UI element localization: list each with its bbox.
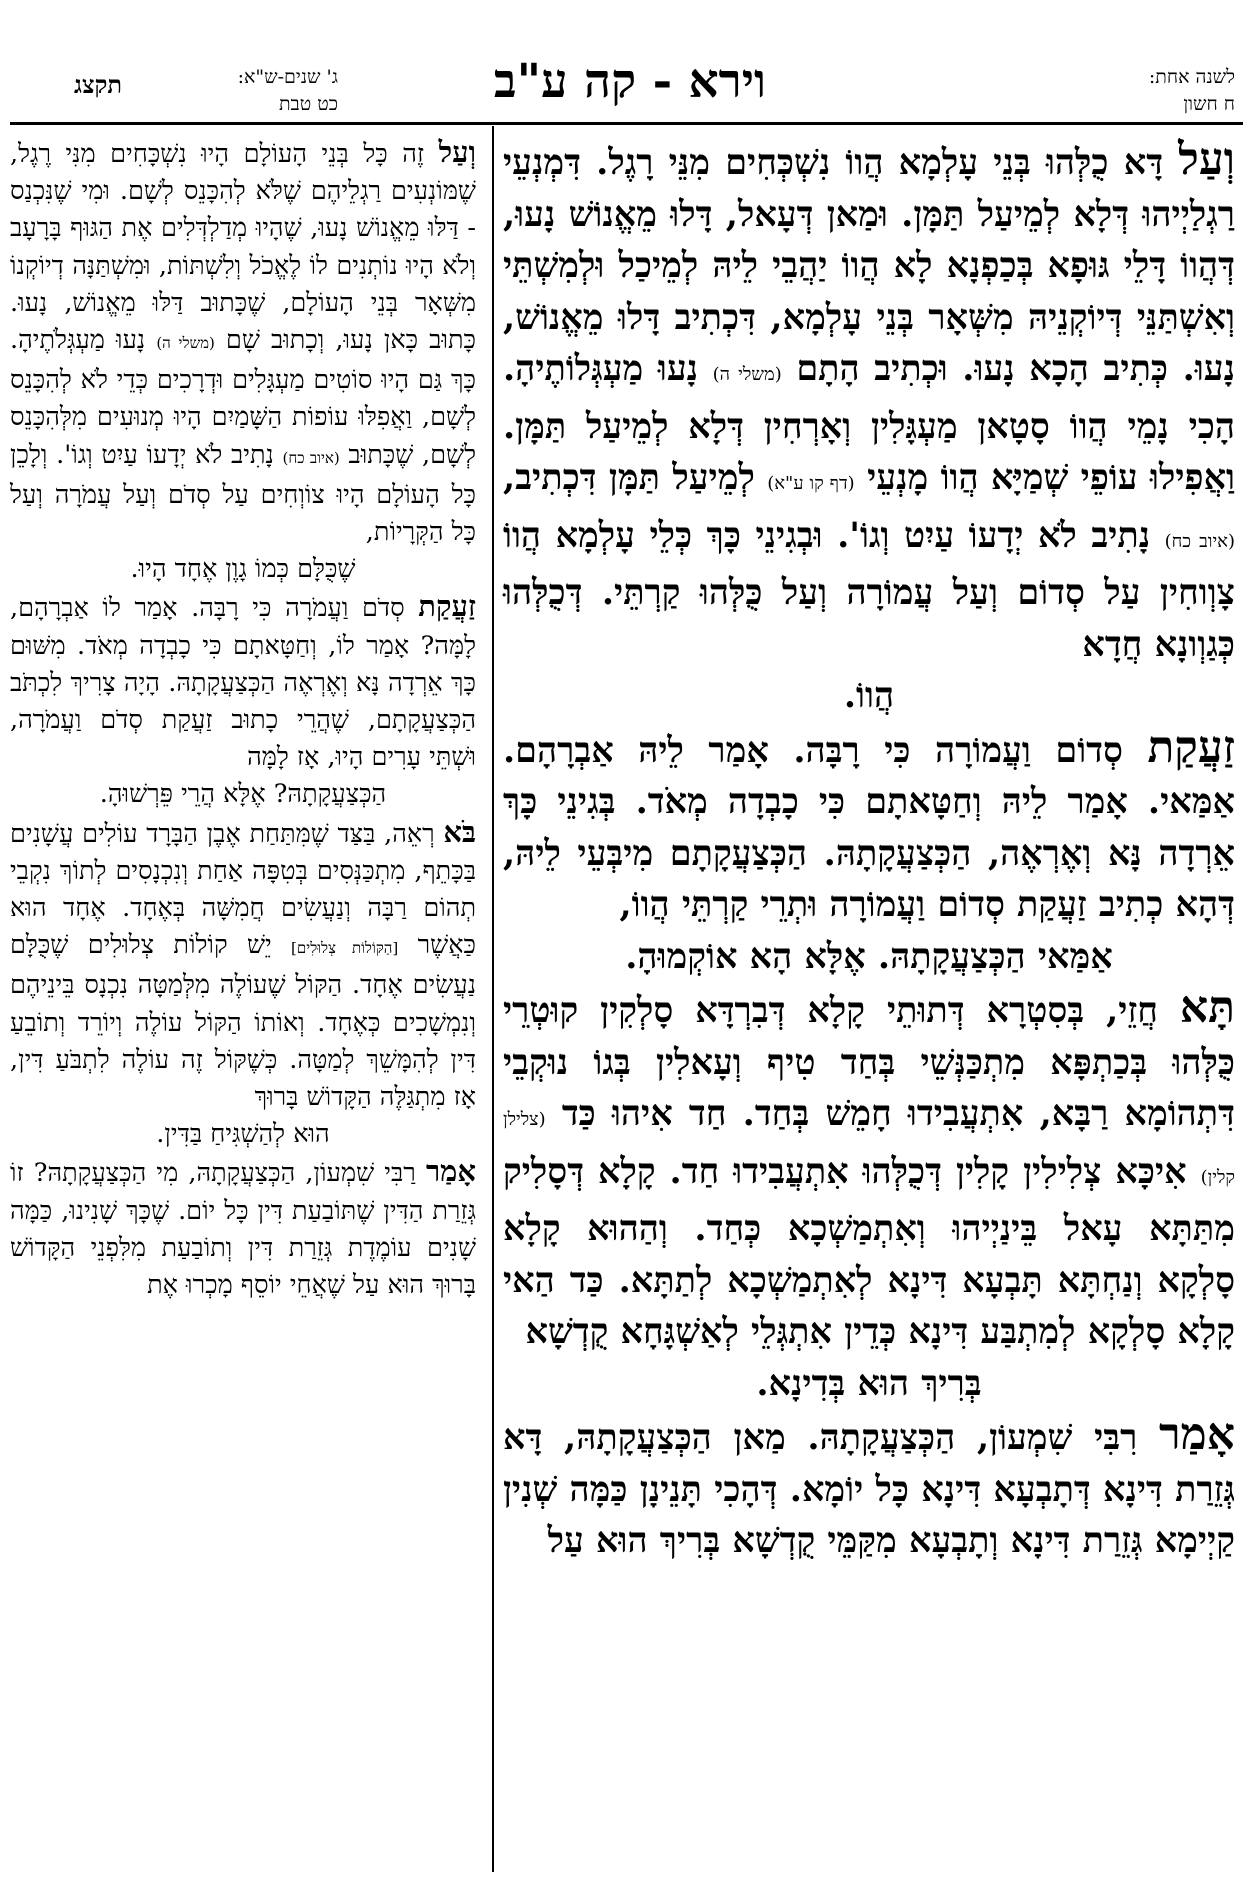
header-schedule-three-years — [128, 64, 338, 118]
text-run: אִיכָּא צְלִילִין קָלִין דְּכֻלְּהוּ אִתְעֲבִידוּ חַד. קָלָא דְּסָלִיק מִתַּתָּא עָאל בֵּינַיְיהוּ וְאִתְמַשְׁכָא כְּחַד. וְהַהוּא קָלָא סָלְקָא וְנַחְתָּא תָּבְעָא דִּינָא לְאִתְמַשְׁכָא לְתַתָּא. כַּד הַאי קָלָא סָלְקָא לְמִתְבַּע דִּינָא כְּדֵין אִתְגְּלֵי לְאַשְׁגָּחָא קֻדְשָׁא — [503, 1150, 1235, 1352]
opening-word: זַעֲקַת — [1147, 721, 1235, 773]
source-reference: (איוב כח) — [1164, 530, 1235, 552]
text-run: רְאֵה, בַּצַּד שֶׁמִּתַּחַת אֶבֶן הַבָּרָד עוֹלִים עֲשָׁנִים בַּכָּתֵף, מִתְכַּנְּסִים בְּטִפָּה אַחַת וְנִכְנָסִים לְתוֹךְ נִקְבֵי תְהוֹם רַבָּה וְנַעֲשִׂים חֲמִשָּׁה בְּאֶחָד. אֶחָד הוּא כַּאֲשֶׁר — [10, 818, 476, 961]
source-reference: (צלילן קלין) — [503, 1109, 1235, 1188]
page-title: וירא - קה ע"ב — [493, 54, 767, 109]
source-reference: [הַקּוֹלוֹת צְלוּלִים] — [291, 939, 399, 958]
source-reference: (משלי ה) — [712, 364, 782, 385]
main-paragraph-4 — [503, 1409, 1235, 1567]
paragraph-end-line: שֶׁכֻּלָּם כְּמוֹ גָוֶן אֶחָד הָיוּ. — [130, 554, 356, 585]
opening-word: וְעַל — [1178, 134, 1235, 185]
main-paragraph-1 — [503, 134, 1235, 722]
header-schedule-one-year — [1015, 64, 1235, 118]
header-left-line2: כט טבת — [278, 93, 338, 115]
paragraph-end-line: הֲווֹ. — [843, 675, 895, 716]
source-reference: (דף קו ע"א) — [767, 473, 855, 494]
translation-paragraph-2 — [10, 588, 476, 813]
paragraph-end-line: הַכְּצַעֲקָתָהּ? אֶלָּא הֲרֵי פֵּרְשׁוּהָ. — [99, 779, 387, 810]
text-run: לְמֵיעַל תַּמָּן דִּכְתִיב, — [503, 457, 768, 498]
text-run: חֲזֵי, בְּסִטְרָא דְּתוּתֵי קָלָא דְּבִרְדָּא סָלְקִין קוּטְרֵי כֻּלְּהוּ בְּכַתְפָּא מִתְכַּנְּשֵׁי בְּחַד טִיף וְעָאלִין בְּגוֹ נוּקְבֵי דִּתְהוֹמָא רַבָּא, אִתְעֲבִידוּ חָמֵשׁ בְּחַד. חַד אִיהוּ כַּד — [503, 990, 1235, 1134]
source-reference: (איוב כח) — [282, 448, 340, 467]
text-run: סְדוֹם וַעֲמוֹרָה כִּי רָבָּה. אָמַר לֵיהּ אַבְרָהָם. אַמַּאי. אָמַר לֵיהּ וְחַטָּאתָם כִּי כָבְדָה מְאֹד. בְּגִינֵי כָּךְ אֵרְדָה נָּא וְאֶרְאֶה, הַכְּצַעֲקָתָהּ. הַכְּצַעֲקָתָם מִיבְּעֵי לֵיהּ, דְּהָא כְתִיב זַעֲקַת סְדוֹם וַעֲמוֹרָה וּתְרֵי קַרְתֵּי הֲווֹ, — [503, 729, 1235, 925]
main-paragraph-2 — [503, 722, 1235, 983]
text-run: רִבִּי שִׁמְעוֹן, הַכְּצַעֲקָתָהּ. מַאן הַכְּצַעֲקָתָהּ, דָּא גְּזֵרַת דִּינָא דְּתָבְעָא דִּינָא כָּל יוֹמָא. דְּהָכִי תָּנֵינָן כַּמָּה שְׁנִין קַיְימָא גְּזֵרַת דִּינָא וְתָבְעָא מִקַּמֵּי קֻדְשָׁא בְּרִיךְ הוּא עַל — [503, 1417, 1235, 1561]
opening-word: וְעַל — [438, 135, 476, 169]
paragraph-end-line: אַמַּאי הַכְּצַעֲקָתָהּ. אֶלָּא הָא אוֹקְמוּהָ. — [625, 935, 1113, 977]
source-reference: (משלי ה) — [156, 334, 215, 353]
opening-word: תָּא — [1179, 982, 1235, 1033]
opening-word: אָמַר — [1159, 1409, 1235, 1460]
text-run: סְדֹם וַעֲמֹרָה כִּי רָבָּה. אָמַר לוֹ אַבְרָהָם, לָמָּה? אָמַר לוֹ, וְחַטָּאתָם כִּי כָבְדָה מְאֹד. מִשּׁוּם כָּךְ אֵרְדָה נָּא וְאֶרְאֶה הַכְּצַעֲקָתָהּ. הָיָה צָרִיךְ לִכְתֹּב הַכְּצַעֲקָתָם, שֶׁהֲרֵי כָתוּב זַעֲקַת סְדֹם וַעֲמֹרָה, וּשְׁתֵּי עָרִים הָיוּ, אָז לָמָּה — [10, 593, 476, 773]
header-left-line1: ג' שנים-ש"א: — [237, 66, 338, 88]
page-number: תקצג — [74, 70, 122, 99]
column-divider — [492, 126, 494, 1872]
text-run: נָעוּ מַעְגְּלוֹתֶיהָ. הָכִי נָמֵי הֲווֹ סָטָאן מַעְגָּלִין וְאָרְחִין דְּלָא לְמֵיעַל תַּמָּן. וַאֲפִילוּ עוֹפֵי שְׁמַיָּא הֲווֹ מָנְעֵי — [503, 348, 1235, 498]
opening-word: בֹּא — [443, 814, 476, 849]
main-paragraph-3 — [503, 982, 1235, 1409]
header-right-line1: לשנה אחת: — [1148, 66, 1235, 88]
text-run: יֵשׁ קוֹלוֹת צְלוּלִים שֶׁכֻּלָּם נַעֲשִׂים אֶחָד. הַקּוֹל שֶׁעוֹלֶה מִלְּמַטָּה נִכְנָס בֵּינֵיהֶם וְנִמְשָׁכִים כְּאֶחָד. וְאוֹתוֹ הַקּוֹל עוֹלֶה וְיוֹרֵד וְתוֹבֵעַ דִּין לְהִמָּשֵׁךְ לְמַטָּה. כְּשֶׁקּוֹל זֶה עוֹלֶה לִתְבֹּעַ דִּין, אָז מִתְגַּלֶּה הַקָּדוֹשׁ בָּרוּךְ — [10, 930, 476, 1113]
text-run: זֶה כָּל בְּנֵי הָעוֹלָם הָיוּ נִשְׁכָּחִים מִנִּי רֶגֶל, שֶׁמּוֹנְעִים רַגְלֵיהֶם שֶׁלֹּא לְהִכָּנֵס לְשָׁם. וּמִי שֶׁנִּכְנַס - דַּלּוּ מֵאֱנוֹשׁ נָעוּ, שֶׁהָיוּ מְדַלְדְּלִים אֶת הַגּוּף בָּרָעָב וְלֹא הָיוּ נוֹתְנִים לוֹ לֶאֱכֹל וְלִשְׁתּוֹת, וּמִשְׁתַּנָּה דְיוֹקְנוֹ מִשְּׁאָר בְּנֵי הָעוֹלָם, שֶׁכָּתוּב דַּלּוּ מֵאֱנוֹשׁ, נָעוּ. כָּתוּב כָּאן נָעוּ, וְכָתוּב שָׁם — [10, 139, 477, 356]
translation-column — [10, 134, 476, 1874]
header-right-line2: ח חשון — [1183, 93, 1235, 115]
page-header — [0, 0, 1253, 115]
text-run: רַבִּי שִׁמְעוֹן, הַכְּצַעֲקָתָהּ, מִי הַכְּצַעֲקָתָהּ? זוֹ גְּזֵרַת הַדִּין שֶׁתּוֹבַעַת דִּין כָּל יוֹם. שֶׁכָּךְ שָׁנִינוּ, כַּמָּה שָׁנִים עוֹמֶדֶת גְּזֵרַת דִּין וְתוֹבַעַת מִלִּפְנֵי הַקָּדוֹשׁ בָּרוּךְ הוּא עַל שֶׁאֲחֵי יוֹסֵף מָכְרוּ אֶת — [10, 1158, 476, 1301]
opening-word: זַעֲקַת — [418, 589, 476, 624]
text-run: נָתִיב לֹא יְדָעוֹ עַיִט וְגוֹ'. וּבְגִינֵי כָּךְ כְּלֵי עָלְמָא הֲווֹ צָוְוחִין עַל סְדוֹם וְעַל עֲמוֹרָה וְעַל כֻּלְּהוּ קַרְתֵּי. דְּכֻלְּהוּ כְּגַוְונָא חֲדָא — [503, 514, 1235, 665]
text-run: דָּא כֻלְּהוּ בְּנֵי עָלְמָא הֲווֹ נִשְׁכְּחִים מִנֵּי רָגֶל. דִּמְנְעֵי רַגְלַיְיהוּ דְּלָא לְמֵיעַל תַּמָּן. וּמַאן דְּעָאל, דָּלוּ מֵאֱנוֹשׁ נָעוּ, דְּהֲווֹ דָּלֵי גּוּפָא בְּכַפְנָא לָא הֲווֹ יַהֲבֵי לֵיהּ לְמֵיכַל וּלְמִשְׁתֵּי וְאִשְׁתַּנֵּי דְּיוֹקְנֵיהּ מִשְּׁאָר בְּנֵי עָלְמָא, דִּכְתִיב דָּלוּ מֵאֱנוֹשׁ, נָעוּ. כְּתִיב הָכָא נָעוּ. וּכְתִיב הָתָם — [503, 142, 1235, 389]
translation-paragraph-4 — [10, 1153, 476, 1304]
paragraph-end-line: הוּא לְהַשְׁגִּיחַ בַּדִּין. — [156, 1119, 330, 1150]
opening-word: אָמַר — [425, 1154, 476, 1189]
translation-paragraph-1 — [10, 134, 476, 588]
header-rule — [10, 122, 1243, 125]
translation-paragraph-3 — [10, 814, 476, 1154]
main-text-column — [503, 134, 1235, 1874]
text-run: נָתִיב לֹא יְדָעוֹ עַיִט וְגוֹ'. וְלָכֵן כָּל הָעוֹלָם הָיוּ צוֹוְחִים עַל סְדֹם וְעַל עֲמֹרָה וְעַל כָּל הַקְּרָיוֹת, — [10, 439, 476, 548]
paragraph-end-line: בְּרִיךְ הוּא בְּדִינָא. — [756, 1362, 982, 1404]
text-run: נָעוּ מַעְגְּלֹתֶיהָ. כָּךְ גַּם הָיוּ סוֹטִים מַעְגָּלִים וּדְרָכִים כְּדֵי לֹא לְהִכָּנֵס לְשָׁם, וַאֲפִלּוּ עוֹפוֹת הַשָּׁמַיִם הָיוּ מְנוּעִים מִלְּהִכָּנֵס לְשָׁם, שֶׁכָּתוּב — [10, 325, 476, 470]
